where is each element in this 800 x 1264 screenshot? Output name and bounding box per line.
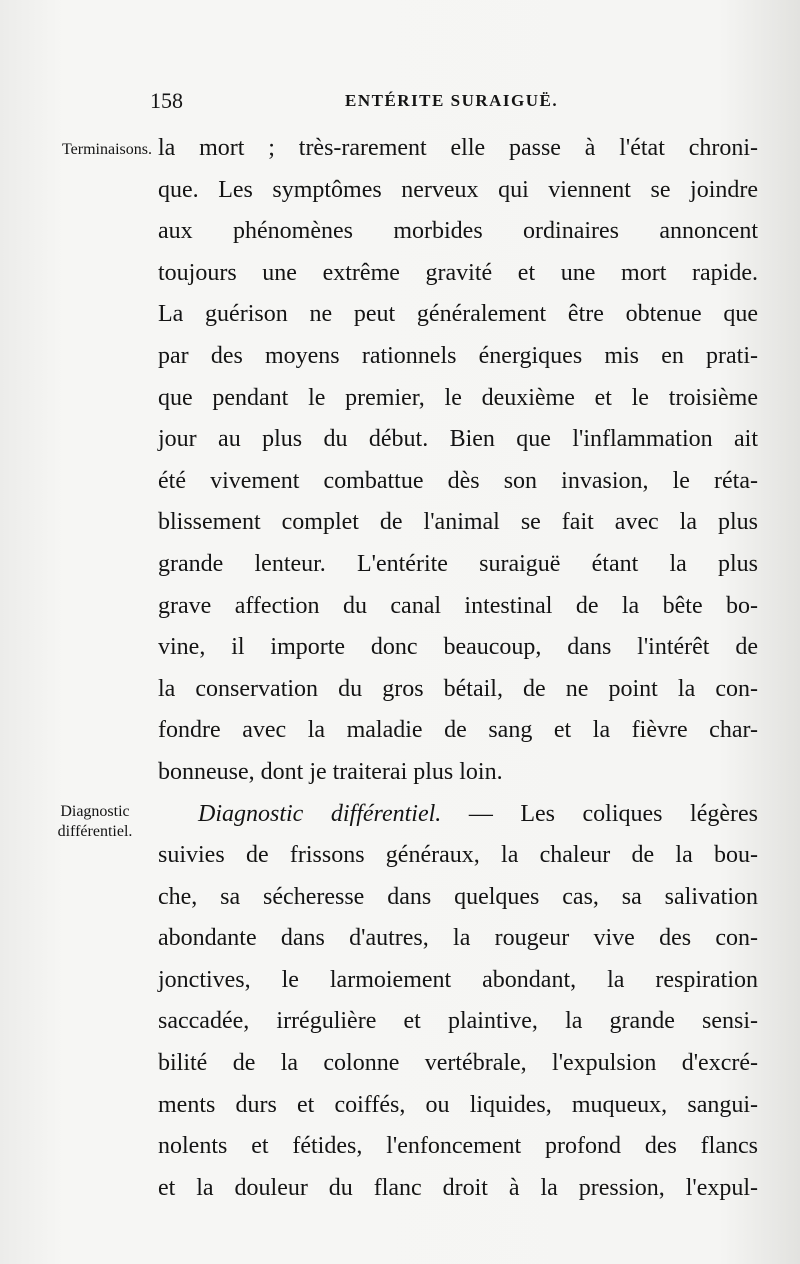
text-line: jonctives, le larmoiement abondant, la respiration <box>158 966 758 993</box>
text-line: nolents et fétides, l'enfoncement profond des flancs <box>158 1133 758 1160</box>
text-line: bonneuse, dont je traiterai plus loin. <box>158 758 503 785</box>
text-line: été vivement combattue dès son invasion, le réta- <box>158 467 758 494</box>
text-line: par des moyens rationnels énergiques mis en prati- <box>158 342 758 369</box>
text-line: la conservation du gros bétail, de ne point la con- <box>158 675 758 702</box>
text-line: blissement complet de l'animal se fait avec la plus <box>158 509 758 536</box>
margin-note-diagnostic <box>40 802 150 842</box>
text-line: toujours une extrême gravité et une mort rapide. <box>158 259 758 286</box>
text-line: jour au plus du début. Bien que l'inflammation ait <box>158 426 758 453</box>
text-line: suivies de frissons généraux, la chaleur de la bou- <box>158 842 758 869</box>
text-line: che, sa sécheresse dans quelques cas, sa salivation <box>158 883 758 910</box>
text-line: fondre avec la maladie de sang et la fièvre char- <box>158 717 758 744</box>
diagnostic-heading: Diagnostic différentiel. <box>198 800 442 827</box>
text-line: grave affection du canal intestinal de la bête bo- <box>158 592 758 619</box>
text-line: et la douleur du flanc droit à la pression, l'expul- <box>158 1174 758 1201</box>
text-line: grande lenteur. L'entérite suraiguë étant la plus <box>158 550 758 577</box>
text-line: bilité de la colonne vertébrale, l'expulsion d'excré- <box>158 1050 758 1077</box>
diagnostic-heading-rest: — Les coliques légères <box>441 800 758 827</box>
text-line: saccadée, irrégulière et plaintive, la grande sensi- <box>158 1008 758 1035</box>
text-line: vine, il importe donc beaucoup, dans l'intérêt de <box>158 634 758 661</box>
diagnostic-heading-line <box>158 794 758 836</box>
page-header <box>150 88 760 118</box>
text-line: aux phénomènes morbides ordinaires annoncent <box>158 218 758 245</box>
margin-note-diagnostic-line2: différentiel. <box>57 823 133 840</box>
body-text <box>158 128 758 1209</box>
text-line: abondante dans d'autres, la rougeur vive des con- <box>158 925 758 952</box>
margin-note-diagnostic-line1: Diagnostic <box>60 803 130 820</box>
running-head: ENTÉRITE SURAIGUË. <box>345 91 559 110</box>
text-line: la mort ; très-rarement elle passe à l'état chroni- <box>158 135 758 161</box>
page-number: 158 <box>150 88 183 113</box>
margin-note-terminaisons: Terminaisons. <box>62 141 152 158</box>
text-line: que. Les symptômes nerveux qui viennent se joindre <box>158 176 758 203</box>
text-line: que pendant le premier, le deuxième et le troisième <box>158 384 758 411</box>
text-line: La guérison ne peut généralement être obtenue que <box>158 301 758 328</box>
text-line: ments durs et coiffés, ou liquides, muqueux, sangui- <box>158 1091 758 1118</box>
